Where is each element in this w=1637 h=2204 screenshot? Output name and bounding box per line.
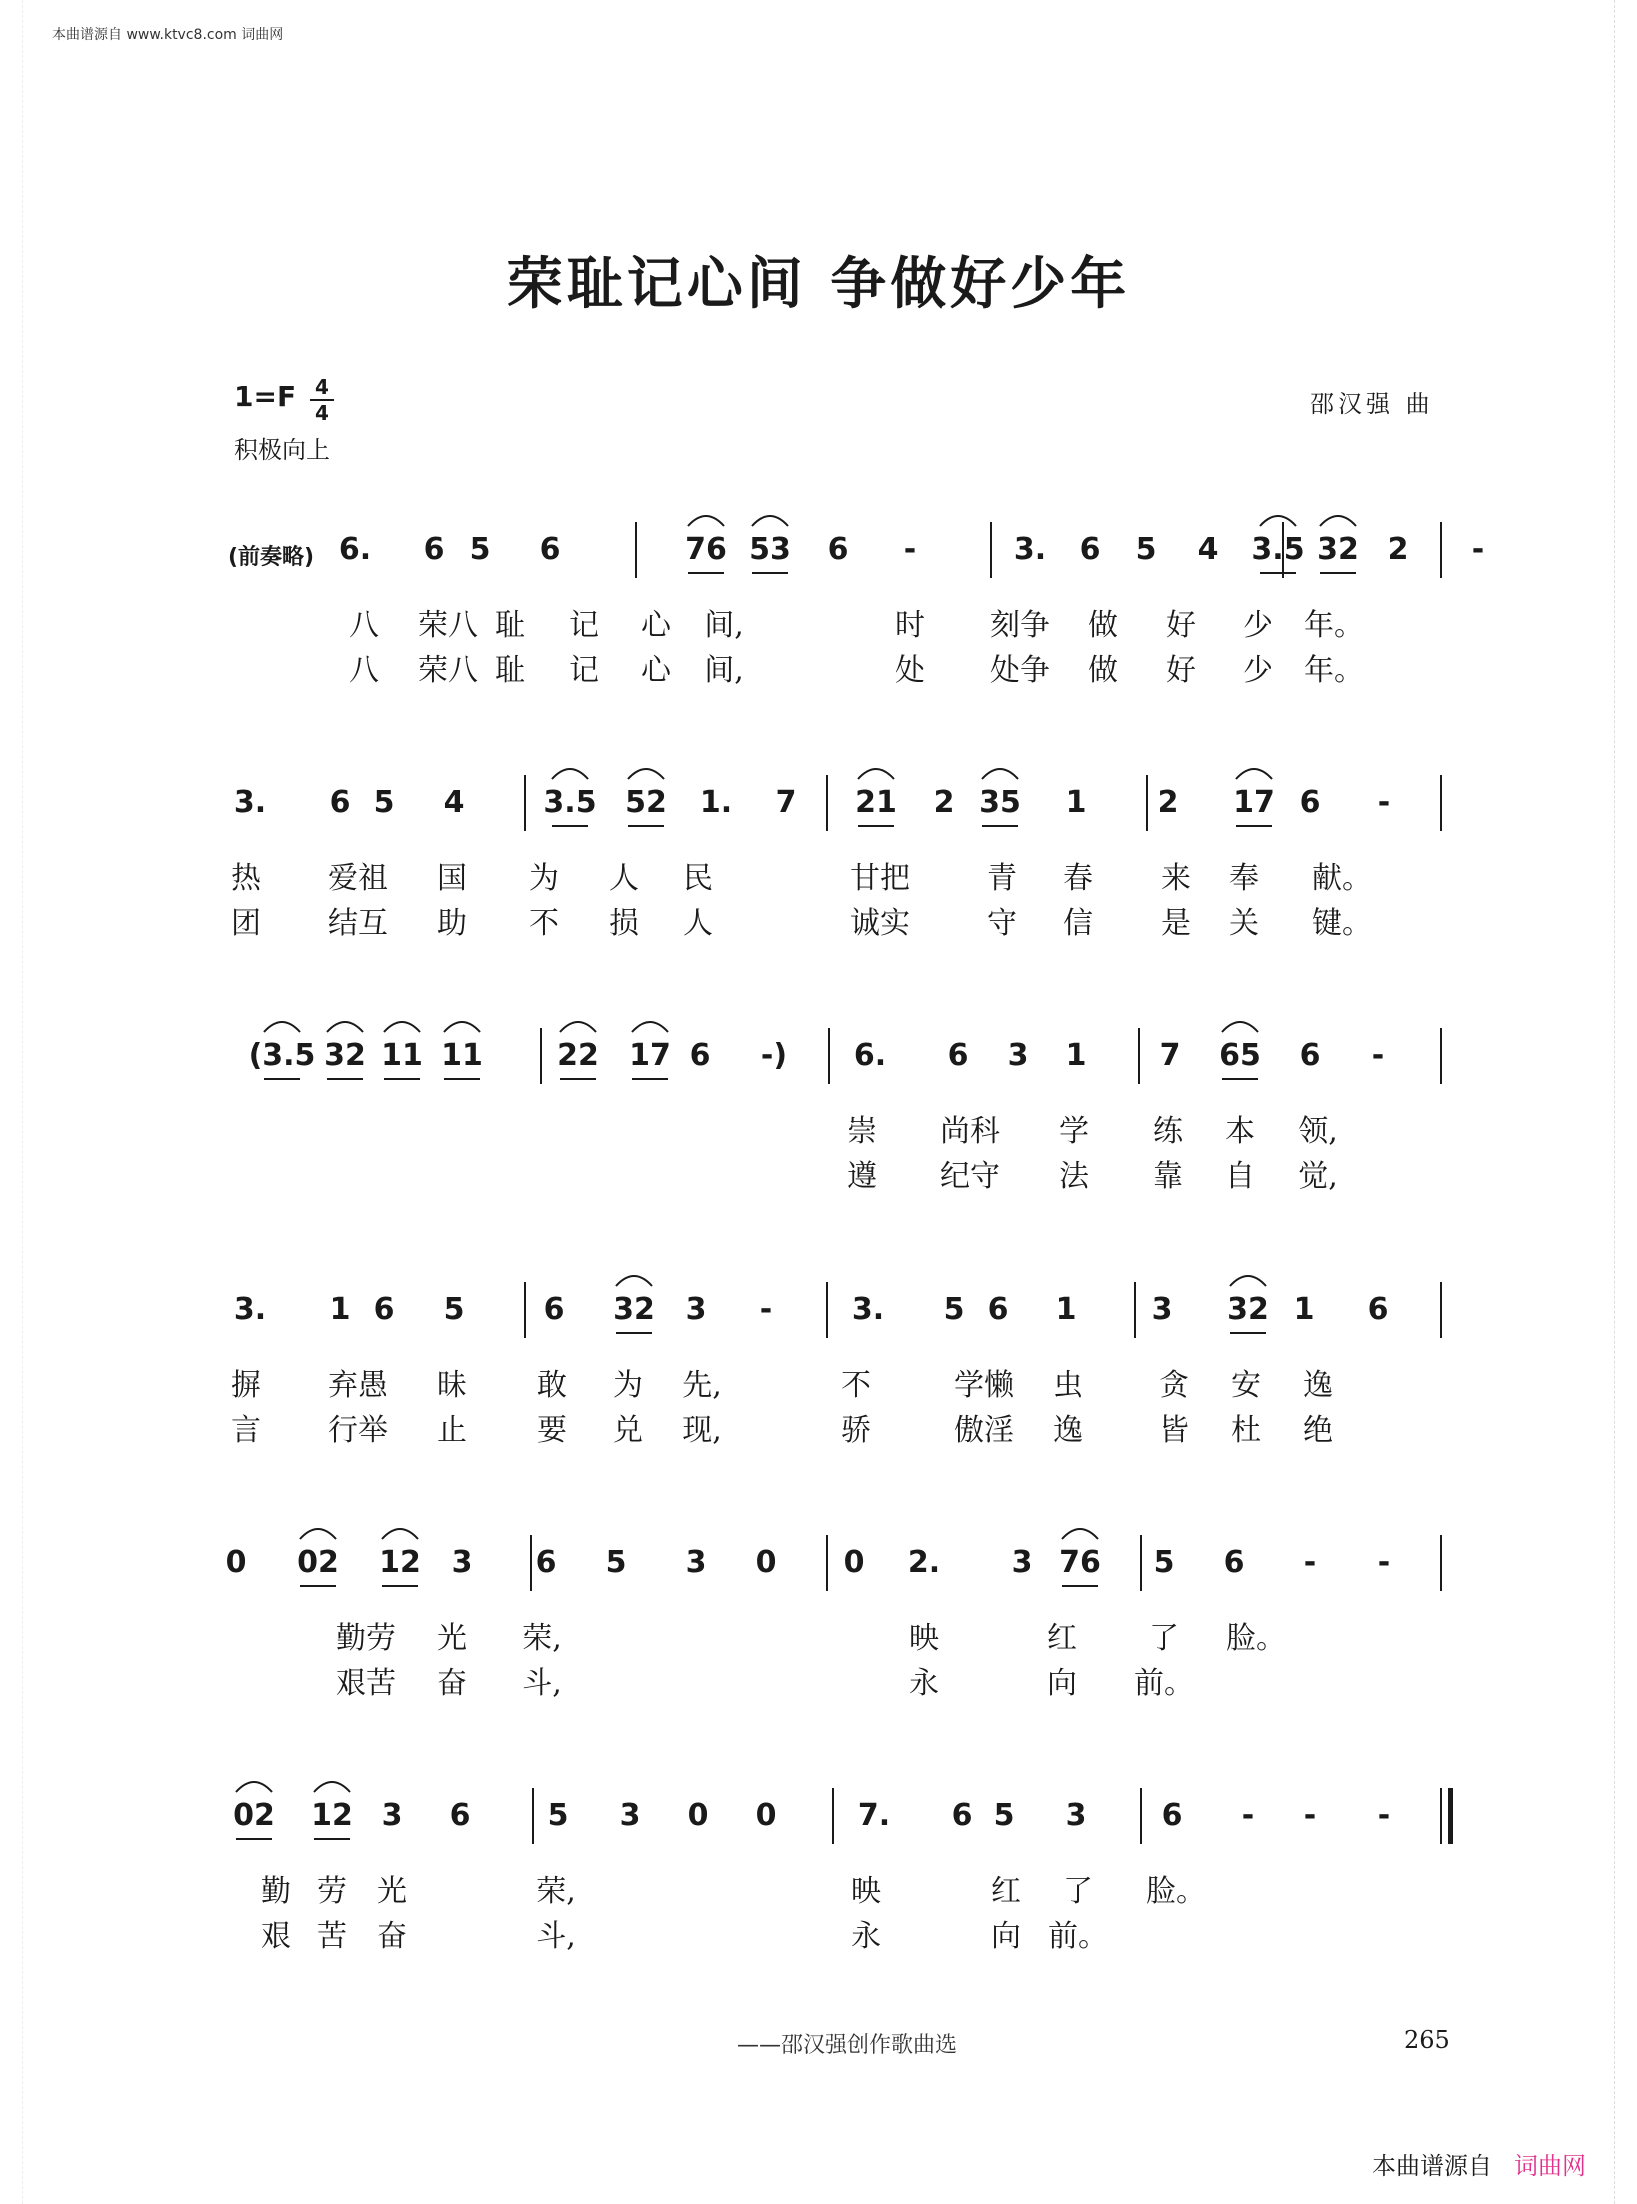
lyric-verse-1: 甘把 (850, 861, 910, 896)
note: 5 (605, 1545, 627, 1580)
lyric-verse-2: 处 (895, 653, 925, 688)
lyric-verse-1: 先, (682, 1368, 722, 1403)
lyric-verse-2: 耻 (495, 653, 525, 688)
lyric-verse-2: 间, (704, 653, 744, 688)
note: 76 (685, 532, 727, 567)
note: 6 (1161, 1798, 1183, 1833)
note: - (1377, 1545, 1391, 1580)
lyric-verse-1: 献。 (1312, 861, 1372, 896)
lyric-verse-2: 遵 (847, 1159, 877, 1194)
lyric-verse-2: 法 (1059, 1159, 1089, 1194)
note: 0 (755, 1798, 777, 1833)
lyric-verse-2: 助 (437, 906, 467, 941)
note: 2 (1387, 532, 1409, 567)
note: 6 (1367, 1292, 1389, 1327)
lyric-verse-2: 心 (641, 653, 671, 688)
slur-arc (858, 769, 894, 779)
lyric-verse-2: 荣八 (418, 653, 478, 688)
lyric-verse-2: 纪守 (940, 1159, 1000, 1194)
lyric-verse-2: 关 (1229, 906, 1259, 941)
lyric-verse-2: 人 (683, 906, 713, 941)
note: 1 (329, 1292, 351, 1327)
lyric-verse-2: 奋 (377, 1919, 407, 1954)
lyric-verse-2: 要 (537, 1413, 567, 1448)
slur-arc (1230, 1276, 1266, 1286)
lyric-verse-1: 奉 (1229, 861, 1259, 896)
slur-arc (300, 1529, 336, 1539)
note: 32 (1317, 532, 1359, 567)
slur-arc (1222, 1022, 1258, 1032)
slur-arc (236, 1782, 272, 1792)
lyric-verse-1: 刻争 (990, 608, 1050, 643)
lyric-verse-2: 前。 (1048, 1919, 1108, 1954)
note: 3. (851, 1292, 885, 1327)
slur-arc (327, 1022, 363, 1032)
lyric-verse-2: 皆 (1159, 1413, 1189, 1448)
slur-arc (982, 769, 1018, 779)
note: 5 (443, 1292, 465, 1327)
lyric-verse-2: 傲淫 (954, 1413, 1014, 1448)
note: - (1303, 1545, 1317, 1580)
note: 32 (324, 1038, 366, 1073)
note: 6 (1299, 785, 1321, 820)
lyric-verse-1: 映 (909, 1621, 939, 1656)
note: 6 (449, 1798, 471, 1833)
collection-credit: ——邵汉强创作歌曲选 (736, 2033, 957, 2058)
lyric-verse-1: 荣, (522, 1621, 562, 1656)
note: 11 (441, 1038, 483, 1073)
note: 6. (338, 532, 372, 567)
note: 17 (629, 1038, 671, 1073)
lyric-verse-1: 领, (1298, 1114, 1338, 1149)
lyric-verse-2: 向 (991, 1919, 1021, 1954)
lyric-verse-1: 安 (1231, 1368, 1261, 1403)
lyric-verse-2: 向 (1047, 1666, 1077, 1701)
note: 32 (1227, 1292, 1269, 1327)
note: 6 (423, 532, 445, 567)
lyric-verse-1: 勤劳 (336, 1621, 396, 1656)
lyric-verse-1: 荣, (536, 1874, 576, 1909)
lyric-verse-1: 了 (1149, 1621, 1179, 1656)
lyric-verse-2: 好 (1166, 653, 1196, 688)
slur-arc (314, 1782, 350, 1792)
lyric-verse-2: 艰 (261, 1919, 291, 1954)
note: 6 (329, 785, 351, 820)
lyric-verse-2: 永 (909, 1666, 939, 1701)
lyric-verse-1: 年。 (1304, 608, 1364, 643)
note: 1 (1065, 1038, 1087, 1073)
lyric-verse-1: 好 (1166, 608, 1196, 643)
lyric-verse-1: 敢 (537, 1368, 567, 1403)
note: 3 (1011, 1545, 1033, 1580)
lyric-verse-2: 损 (609, 906, 639, 941)
lyric-verse-1: 红 (991, 1874, 1021, 1909)
lyric-verse-1: 劳 (317, 1874, 347, 1909)
note: 3 (1007, 1038, 1029, 1073)
lyric-verse-2: 处争 (990, 653, 1050, 688)
lyric-verse-1: 来 (1161, 861, 1191, 896)
intro-note: (前奏略) (228, 545, 315, 570)
lyric-verse-2: 守 (987, 906, 1017, 941)
note: 17 (1233, 785, 1275, 820)
note: - (1377, 785, 1391, 820)
lyric-verse-2: 骄 (841, 1413, 871, 1448)
lyric-verse-2: 自 (1225, 1159, 1255, 1194)
note: 3 (685, 1545, 707, 1580)
lyric-verse-1: 人 (609, 861, 639, 896)
lyric-verse-2: 逸 (1053, 1413, 1083, 1448)
note: 11 (381, 1038, 423, 1073)
note: 22 (557, 1038, 599, 1073)
lyric-verse-1: 间, (704, 608, 744, 643)
note: 7. (857, 1798, 891, 1833)
bottom-site-link[interactable]: 词曲网 (1514, 2152, 1586, 2180)
bottom-source-label: 本曲谱源自 (1372, 2152, 1492, 2180)
note: - (1241, 1798, 1255, 1833)
lyric-verse-2: 斗, (522, 1666, 562, 1701)
note: 6. (853, 1038, 887, 1073)
lyric-verse-1: 不 (841, 1368, 871, 1403)
note: 02 (233, 1798, 275, 1833)
note: 5 (1153, 1545, 1175, 1580)
lyric-verse-2: 艰苦 (336, 1666, 396, 1701)
lyric-verse-1: 为 (529, 861, 559, 896)
slur-arc (688, 516, 724, 526)
note: 0 (687, 1798, 709, 1833)
note: 1. (699, 785, 733, 820)
note: 7 (775, 785, 797, 820)
lyric-verse-2: 现, (682, 1413, 722, 1448)
page-number: 265 (1404, 2026, 1450, 2054)
note: 3.5 (1251, 532, 1305, 567)
time-signature-top: 4 (315, 375, 329, 399)
lyric-verse-2: 永 (851, 1919, 881, 1954)
time-signature-bottom: 4 (315, 401, 329, 425)
lyric-verse-1: 心 (641, 608, 671, 643)
composer-credit: 邵汉强 曲 (1310, 390, 1434, 418)
lyric-verse-1: 贪 (1159, 1368, 1189, 1403)
lyric-verse-1: 国 (437, 861, 467, 896)
slur-arc (628, 769, 664, 779)
lyric-verse-1: 红 (1047, 1621, 1077, 1656)
lyric-verse-1: 八 (349, 608, 379, 643)
note: 3. (1013, 532, 1047, 567)
lyric-verse-1: 学 (1059, 1114, 1089, 1149)
lyric-verse-2: 靠 (1153, 1159, 1183, 1194)
note: 3 (1065, 1798, 1087, 1833)
note: 6 (951, 1798, 973, 1833)
source-header: 本曲谱源自 www.ktvc8.com 词曲网 (52, 27, 284, 43)
note: 7 (1159, 1038, 1181, 1073)
lyric-verse-2: 斗, (536, 1919, 576, 1954)
note: - (1303, 1798, 1317, 1833)
note: 4 (443, 785, 465, 820)
note: 1 (1293, 1292, 1315, 1327)
note: 6 (689, 1038, 711, 1073)
lyric-verse-2: 年。 (1304, 653, 1364, 688)
slur-arc (1236, 769, 1272, 779)
note: 6 (987, 1292, 1009, 1327)
key-signature: 1=F (234, 380, 297, 413)
slur-arc (552, 769, 588, 779)
note: 2. (907, 1545, 941, 1580)
lyric-verse-2: 奋 (437, 1666, 467, 1701)
lyric-verse-1: 热 (231, 861, 261, 896)
lyric-verse-1: 做 (1088, 608, 1118, 643)
lyric-verse-1: 弃愚 (328, 1368, 388, 1403)
note: 1 (1065, 785, 1087, 820)
note: 3 (1151, 1292, 1173, 1327)
lyric-verse-1: 映 (851, 1874, 881, 1909)
lyric-verse-1: 春 (1063, 861, 1093, 896)
note: 12 (379, 1545, 421, 1580)
lyric-verse-2: 兑 (613, 1413, 643, 1448)
lyric-verse-1: 昧 (437, 1368, 467, 1403)
note: - (1377, 1798, 1391, 1833)
lyric-verse-1: 光 (377, 1874, 407, 1909)
note: 65 (1219, 1038, 1261, 1073)
note: 5 (373, 785, 395, 820)
lyric-verse-1: 尚科 (940, 1114, 1000, 1149)
note: 5 (469, 532, 491, 567)
note: 0 (755, 1545, 777, 1580)
song-title: 荣耻记心间 争做好少年 (506, 251, 1131, 317)
note: 6 (543, 1292, 565, 1327)
tempo-marking: 积极向上 (234, 436, 330, 464)
lyric-verse-2: 止 (437, 1413, 467, 1448)
note: 5 (943, 1292, 965, 1327)
note: 6 (947, 1038, 969, 1073)
lyric-verse-1: 学懒 (954, 1368, 1014, 1403)
lyric-verse-1: 逸 (1303, 1368, 1333, 1403)
note: 3 (685, 1292, 707, 1327)
note: 12 (311, 1798, 353, 1833)
note: 3. (233, 1292, 267, 1327)
lyric-verse-1: 勤 (261, 1874, 291, 1909)
slur-arc (560, 1022, 596, 1032)
lyric-verse-2: 前。 (1134, 1666, 1194, 1701)
slur-arc (1062, 1529, 1098, 1539)
lyric-verse-1: 摒 (231, 1368, 261, 1403)
lyric-verse-1: 虫 (1053, 1368, 1083, 1403)
lyric-verse-2: 记 (569, 653, 599, 688)
lyric-verse-1: 了 (1063, 1874, 1093, 1909)
lyric-verse-2: 信 (1063, 906, 1093, 941)
note: 5 (1135, 532, 1157, 567)
lyric-verse-2: 八 (349, 653, 379, 688)
lyric-verse-1: 民 (683, 861, 713, 896)
lyric-verse-1: 耻 (495, 608, 525, 643)
note: 6 (827, 532, 849, 567)
note: - (759, 1292, 773, 1327)
lyric-verse-2: 觉, (1298, 1159, 1338, 1194)
slur-arc (382, 1529, 418, 1539)
note: 76 (1059, 1545, 1101, 1580)
note: 0 (225, 1545, 247, 1580)
slur-arc (384, 1022, 420, 1032)
note: (3.5 (248, 1038, 316, 1073)
lyric-verse-2: 键。 (1312, 906, 1372, 941)
lyric-verse-1: 本 (1225, 1114, 1255, 1149)
note: 02 (297, 1545, 339, 1580)
lyric-verse-2: 绝 (1303, 1413, 1333, 1448)
lyric-verse-1: 光 (437, 1621, 467, 1656)
slur-arc (444, 1022, 480, 1032)
lyric-verse-1: 脸。 (1226, 1621, 1286, 1656)
note: 3. (233, 785, 267, 820)
lyric-verse-1: 少 (1243, 608, 1273, 643)
note: 3 (451, 1545, 473, 1580)
note: 35 (979, 785, 1021, 820)
note: 52 (625, 785, 667, 820)
note: 3.5 (543, 785, 597, 820)
lyric-verse-2: 少 (1243, 653, 1273, 688)
slur-arc (264, 1022, 300, 1032)
note: 3 (381, 1798, 403, 1833)
note: 6 (1299, 1038, 1321, 1073)
lyric-verse-1: 为 (613, 1368, 643, 1403)
note: 0 (843, 1545, 865, 1580)
lyric-verse-1: 爱祖 (328, 861, 388, 896)
note: -) (760, 1038, 788, 1073)
lyric-verse-2: 杜 (1231, 1413, 1261, 1448)
lyric-verse-2: 团 (231, 906, 261, 941)
note: 5 (993, 1798, 1015, 1833)
lyric-verse-1: 荣八 (418, 608, 478, 643)
note: 1 (1055, 1292, 1077, 1327)
lyric-verse-2: 结互 (328, 906, 388, 941)
lyric-verse-2: 做 (1088, 653, 1118, 688)
note: 4 (1197, 532, 1219, 567)
note: 6 (373, 1292, 395, 1327)
lyric-verse-1: 记 (569, 608, 599, 643)
lyric-verse-2: 言 (231, 1413, 261, 1448)
slur-arc (632, 1022, 668, 1032)
note: 21 (855, 785, 897, 820)
slur-arc (1260, 516, 1296, 526)
note: 6 (1079, 532, 1101, 567)
lyric-verse-1: 时 (895, 608, 925, 643)
lyric-verse-1: 脸。 (1146, 1874, 1206, 1909)
slur-arc (752, 516, 788, 526)
note: 6 (1223, 1545, 1245, 1580)
note: - (903, 532, 917, 567)
note: 32 (613, 1292, 655, 1327)
note: 2 (1157, 785, 1179, 820)
lyric-verse-2: 诚实 (850, 906, 910, 941)
note: 53 (749, 532, 791, 567)
slur-arc (616, 1276, 652, 1286)
note: - (1371, 1038, 1385, 1073)
note: 6 (535, 1545, 557, 1580)
lyric-verse-2: 是 (1161, 906, 1191, 941)
note: 6 (539, 532, 561, 567)
lyric-verse-2: 苦 (317, 1919, 347, 1954)
slur-arc (1320, 516, 1356, 526)
lyric-verse-1: 练 (1153, 1114, 1183, 1149)
note: 3 (619, 1798, 641, 1833)
note: - (1471, 532, 1485, 567)
lyric-verse-2: 行举 (328, 1413, 388, 1448)
lyric-verse-1: 崇 (847, 1114, 877, 1149)
lyric-verse-2: 不 (529, 906, 559, 941)
note: 2 (933, 785, 955, 820)
note: 5 (547, 1798, 569, 1833)
lyric-verse-1: 青 (987, 861, 1017, 896)
